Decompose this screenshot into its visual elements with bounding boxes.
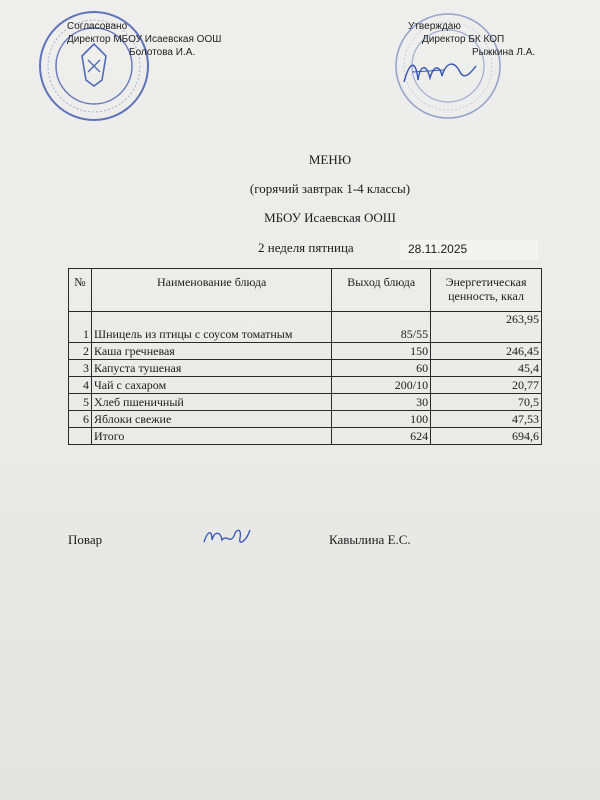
cook-role-label: Повар	[68, 532, 103, 547]
row-dish-name: Капуста тушеная	[91, 360, 331, 377]
approval-left-heading: Согласовано	[67, 21, 128, 32]
table-header-row	[69, 269, 542, 312]
approval-right-position: Директор БК КОП	[422, 34, 505, 45]
row-energy: 263,95	[431, 312, 542, 343]
table-row	[69, 411, 542, 428]
row-energy: 45,4	[431, 360, 542, 377]
table-total-row	[69, 428, 542, 445]
approval-block-left	[67, 20, 221, 59]
row-output: 200/10	[332, 377, 431, 394]
row-dish-name: Хлеб пшеничный	[91, 394, 331, 411]
director-signature	[400, 52, 480, 92]
row-number: 6	[69, 411, 92, 428]
row-dish-name: Чай с сахаром	[91, 377, 331, 394]
table-row	[69, 360, 542, 377]
header-dish-name: Наименование блюда	[91, 269, 331, 312]
total-energy: 694,6	[431, 428, 542, 445]
row-energy: 70,5	[431, 394, 542, 411]
menu-table	[68, 268, 542, 445]
approval-right-name: Рыжкина Л.А.	[472, 47, 536, 58]
row-number: 5	[69, 394, 92, 411]
approval-left-position: Директор МБОУ Исаевская ООШ	[67, 34, 222, 45]
table-row	[69, 343, 542, 360]
header-number: №	[69, 269, 92, 312]
row-dish-name: Яблоки свежие	[91, 411, 331, 428]
header-output: Выход блюда	[332, 269, 431, 312]
cook-name: Кавылина Е.С.	[329, 532, 411, 547]
table-row	[69, 377, 542, 394]
menu-title: МЕНЮ	[308, 152, 352, 167]
row-output: 60	[332, 360, 431, 377]
row-dish-name: Шницель из птицы с соусом томатным	[91, 312, 331, 343]
school-name: МБОУ Исаевская ООШ	[264, 210, 396, 225]
row-output: 30	[332, 394, 431, 411]
menu-date: 28.11.2025	[400, 240, 538, 260]
row-energy: 246,45	[431, 343, 542, 360]
header-energy: Энергетическая ценность, ккал	[431, 269, 542, 312]
row-number: 3	[69, 360, 92, 377]
row-output: 150	[332, 343, 431, 360]
table-row	[69, 394, 542, 411]
week-day-label: 2 неделя пятница	[258, 240, 354, 255]
row-number: 1	[69, 312, 92, 343]
cook-signature	[200, 524, 254, 550]
total-label: Итого	[91, 428, 331, 445]
total-number-cell	[69, 428, 92, 445]
row-energy: 47,53	[431, 411, 542, 428]
row-dish-name: Каша гречневая	[91, 343, 331, 360]
row-number: 2	[69, 343, 92, 360]
row-number: 4	[69, 377, 92, 394]
row-output: 85/55	[332, 312, 431, 343]
total-output: 624	[332, 428, 431, 445]
row-output: 100	[332, 411, 431, 428]
table-row	[69, 312, 542, 343]
approval-left-name: Болотова И.А.	[129, 47, 196, 58]
approval-right-heading: Утверждаю	[408, 21, 461, 32]
row-energy: 20,77	[431, 377, 542, 394]
menu-subtitle: (горячий завтрак 1-4 классы)	[249, 181, 411, 196]
